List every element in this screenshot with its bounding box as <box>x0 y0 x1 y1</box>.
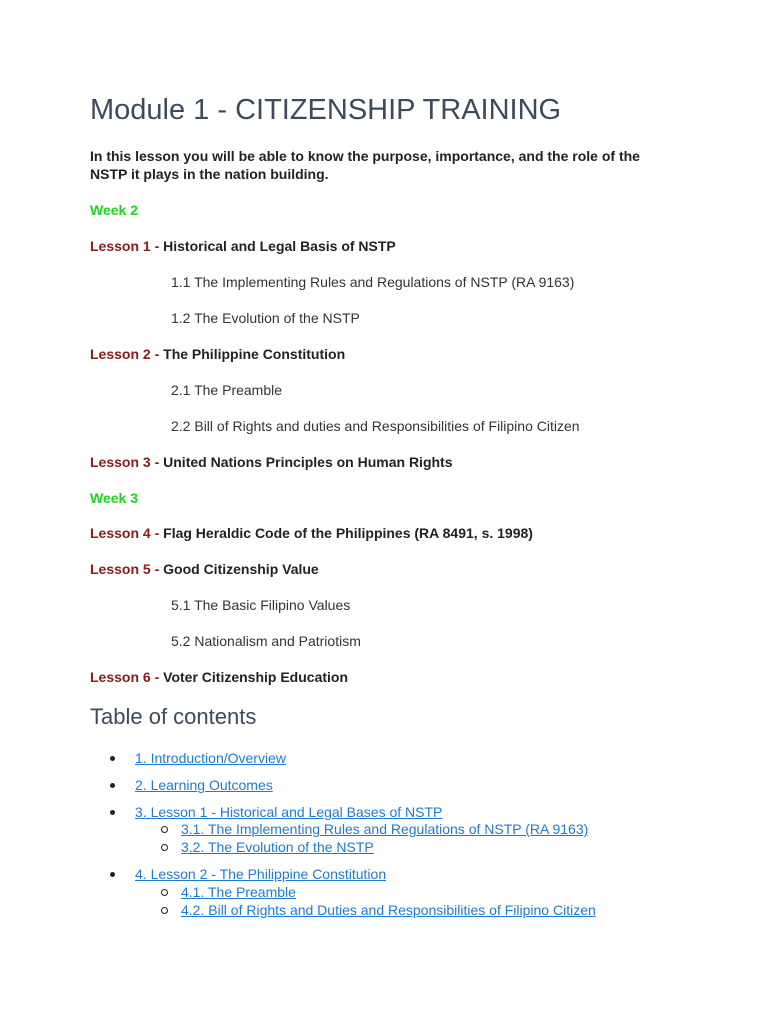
toc-item <box>135 776 273 794</box>
lesson-label: Lesson 3 - <box>90 454 160 470</box>
lesson-subtopic: 5.1 The Basic Filipino Values <box>171 597 351 613</box>
lesson-subtopic: 5.2 Nationalism and Patriotism <box>171 633 361 649</box>
toc-subitem <box>181 838 374 856</box>
lesson-label: Lesson 2 - <box>90 346 160 362</box>
toc-link[interactable]: 1. Introduction/Overview <box>135 750 286 766</box>
circle-bullet-icon <box>161 907 168 914</box>
lesson-2-heading <box>90 345 345 363</box>
lesson-4-heading <box>90 524 533 542</box>
circle-bullet-icon <box>161 889 168 896</box>
toc-subitem <box>181 901 596 919</box>
intro-paragraph: In this lesson you will be able to know the purpose, importance, and the role of the NSTP it plays in the nation building. <box>90 148 640 182</box>
lesson-title: Voter Citizenship Education <box>163 669 349 685</box>
lesson-label: Lesson 5 - <box>90 561 160 577</box>
bullet-icon <box>110 783 115 788</box>
lesson-label: Lesson 4 - <box>90 525 160 541</box>
toc-item <box>135 803 442 821</box>
lesson-subtopic: 2.1 The Preamble <box>171 382 283 398</box>
toc-link[interactable]: 4.1. The Preamble <box>181 884 296 900</box>
lesson-title: The Philippine Constitution <box>163 346 346 362</box>
lesson-subtopic: 1.1 The Implementing Rules and Regulations of NSTP (RA 9163) <box>171 274 575 290</box>
circle-bullet-icon <box>161 844 168 851</box>
lesson-title: Historical and Legal Basis of NSTP <box>163 238 396 254</box>
lesson-label: Lesson 1 - <box>90 238 160 254</box>
lesson-subtopic: 2.2 Bill of Rights and duties and Responsibilities of Filipino Citizen <box>171 418 580 434</box>
page-title: Module 1 - CITIZENSHIP TRAINING <box>90 94 562 126</box>
week-heading: Week 3 <box>90 490 138 506</box>
lesson-title: United Nations Principles on Human Rights <box>163 454 453 470</box>
lesson-title: Good Citizenship Value <box>163 561 319 577</box>
bullet-icon <box>110 872 115 877</box>
toc-link[interactable]: 3.2. The Evolution of the NSTP <box>181 839 374 855</box>
bullet-icon <box>110 756 115 761</box>
toc-link[interactable]: 4.2. Bill of Rights and Duties and Responsibilities of Filipino Citizen <box>181 902 596 918</box>
lesson-label: Lesson 6 - <box>90 669 160 685</box>
week-heading: Week 2 <box>90 202 138 218</box>
circle-bullet-icon <box>161 826 168 833</box>
toc-link[interactable]: 4. Lesson 2 - The Philippine Constitution <box>135 866 387 882</box>
toc-subitem <box>181 820 588 838</box>
toc-subitem <box>181 883 296 901</box>
lesson-title: Flag Heraldic Code of the Philippines (RA 8491, s. 1998) <box>163 525 533 541</box>
toc-heading: Table of contents <box>90 704 257 729</box>
toc-link[interactable]: 3. Lesson 1 - Historical and Legal Bases of NSTP <box>135 804 443 820</box>
lesson-5-heading <box>90 560 319 578</box>
lesson-subtopic: 1.2 The Evolution of the NSTP <box>171 310 360 326</box>
toc-link[interactable]: 3.1. The Implementing Rules and Regulations of NSTP (RA 9163) <box>181 821 589 837</box>
toc-item <box>135 865 386 883</box>
lesson-1-heading <box>90 237 396 255</box>
toc-item <box>135 749 286 767</box>
lesson-3-heading <box>90 453 453 471</box>
lesson-6-heading <box>90 668 348 686</box>
toc-link[interactable]: 2. Learning Outcomes <box>135 777 273 793</box>
bullet-icon <box>110 810 115 815</box>
